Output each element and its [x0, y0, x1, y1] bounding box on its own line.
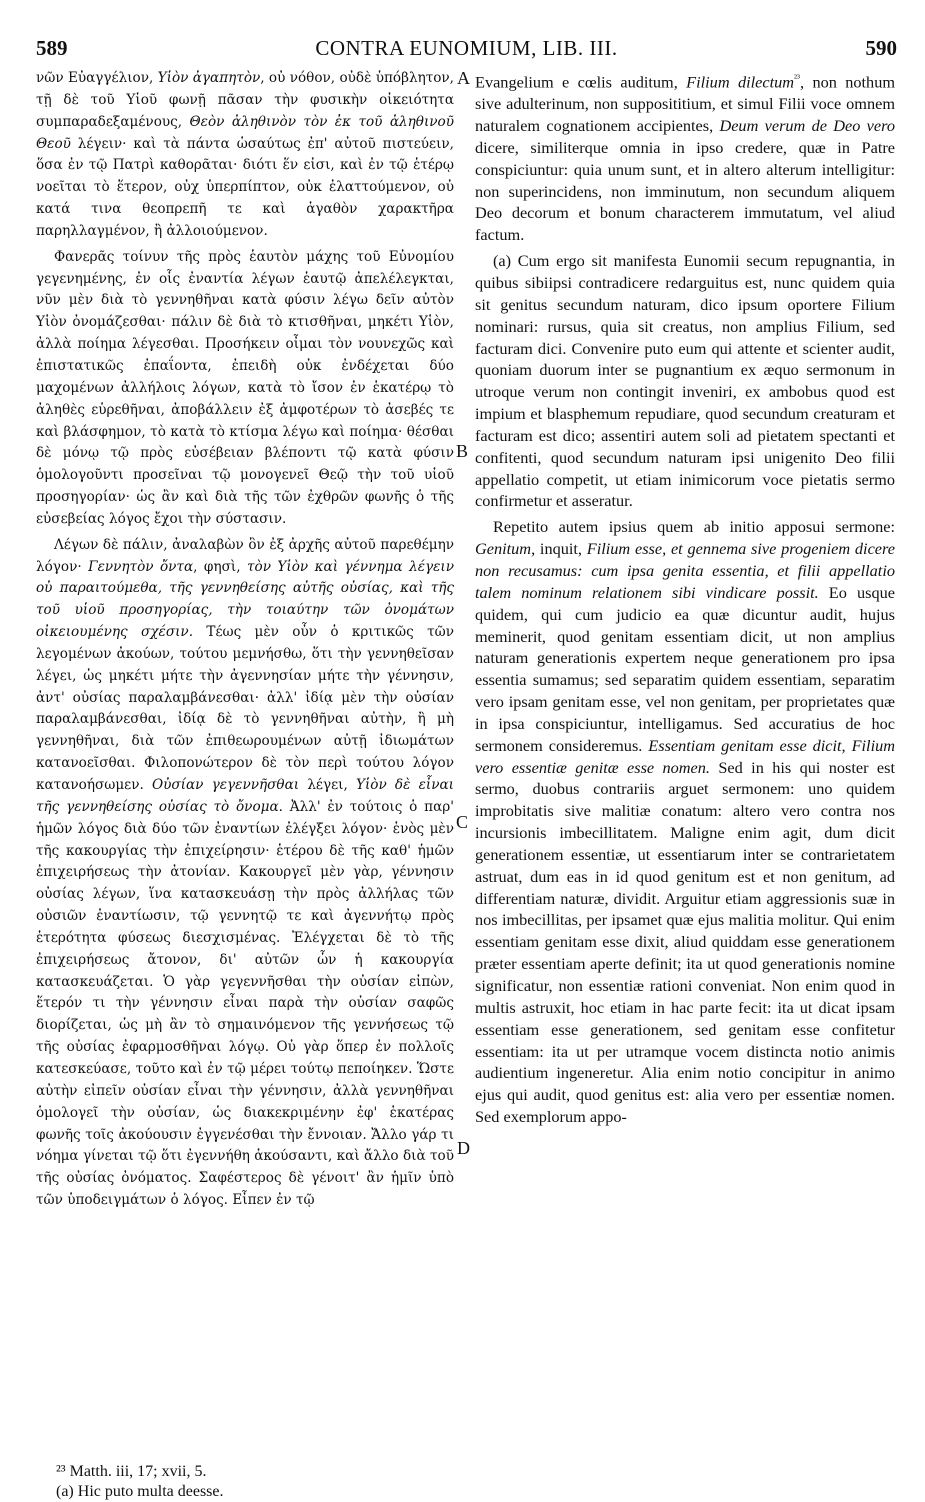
- greek-text: λέγειν· καὶ τὰ πάντα ὡσαύτως ἐπ' αὐτοῦ πιστεύειν, ὅσα ἐν τῷ Πατρὶ καθορᾶται· διότι ἕν εἰσι, καὶ ἐν τῷ ἑτέρῳ νοεῖται τὸ ἕτερον, οὐχ ὑπερπίπτον, οὐκ ἐλαττούμενον, οὐ κατά τινα θεοπρεπῆ τε καὶ ἀγαθὸν χαρακτῆρα παρηλλαγμένον, ἢ ἀλλοιούμενον.: [36, 135, 454, 239]
- greek-italic: Υἱὸν δὲ εἶναι τῆς γεννηθείσης οὐσίας τὸ ὄνομα.: [36, 777, 454, 815]
- greek-text: Λέγων δὲ πάλιν, ἀναλαβὼν ὃν ἐξ ἀρχῆς αὐτοῦ παρεθέμην λόγον·: [36, 536, 454, 575]
- greek-italic: τὸν Υἱὸν καὶ γέννημα λέγειν οὐ παραιτούμεθα, τῆς γεννηθείσης αὐτῆς οὐσίας, καὶ τῆς τοῦ υἱοῦ προσηγορίας, τὴν τοιαύτην τῶν ὀνομάτων οἰκειουμένης σχέσιν.: [36, 558, 454, 641]
- page-number-left: 589: [36, 36, 68, 60]
- margin-marker-b: B: [456, 441, 469, 461]
- latin-text: , non nothum sive adulterinum, non supposititium, et simul Filii voce omnem naturalem cognationem accipientes,: [475, 72, 895, 136]
- latin-italic: Deum verum de Deo vero: [719, 116, 895, 136]
- footnote-1: ²³ Matth. iii, 17; xvii, 5.: [56, 1463, 207, 1480]
- latin-text: , inquit,: [531, 539, 587, 559]
- latin-italic: Filium dilectum: [686, 72, 795, 92]
- running-title: CONTRA EUNOMIUM, LIB. III.: [315, 36, 618, 60]
- latin-italic: Essentiam genitam esse dicit, Filium vero essentiæ genitæ esse nomen.: [475, 735, 895, 777]
- latin-text: Eo usque quidem, qui cum judicio ea quæ dicuntur audit, hujus meminerit, quod genitam essentiam dicit, ut non amplius naturam generationis expertem neque generationem pro ipsa essentia sumamus; sed separatim quidem essentiam, separatim vero ipsam genitam esse, vel non genitam, per proprietates quæ in ipsa conspiciuntur, intelligamus. Sed accuratius de hoc sermonem consideremus.: [475, 582, 895, 755]
- footnotes: [56, 1462, 456, 1502]
- greek-italic: Γεννητὸν ὄντα: [88, 558, 194, 575]
- greek-text: Τέως μὲν οὖν ὁ κριτικῶς τῶν λεγομένων ἀκούων, τούτου μεμνήσθω, ὅτι τὴν γεννηθεῖσαν λέγει, ὡς μηκέτι μήτε τὴν ἀγεννησίαν μήτε τὴν γέννησιν, ἀντ' οὐσίας παραλαμβάνεσθαι· ἀλλ' ἰδίᾳ μὲν τὴν οὐσίαν παραλαμβάνεσθαι, ἰδίᾳ δὲ τὸ γεννηθῆναι αὐτὴν, ἢ μὴ γεννηθῆναι, διὰ τῶν ἐπιθεωρουμένων αὐτῇ ἰδιωμάτων κατανοεῖσθαι. Φιλοπονώτερον δὲ τὸν περὶ τούτου λόγον κατανοήσωμεν.: [36, 624, 454, 793]
- greek-paragraph-2: Φανερᾶς τοίνυν τῆς πρὸς ἑαυτὸν μάχης τοῦ Εὐνομίου γεγενημένης, ἐν οἷς ἐναντία λέγων ἑαυτῷ ἀπελέλεγκται, νῦν μὲν διὰ τὸ γεννηθῆναι κατὰ φύσιν λέγω δεῖν αὐτὸν Υἱὸν ὀνομάζεσθαι· πάλιν δὲ διὰ τὸ κτισθῆναι, μηκέτι Υἱὸν, ἀλλὰ ποίημα λέγεσθαι. Προσήκειν οἶμαι τὸν νουνεχῶς καὶ ἐπιστατικῶς ἐπαΐοντα, ἐπειδὴ οὐκ ἐνδέχεται δύο μαχομένων ἀλλήλοις λόγων, κατὰ τὸ ἴσον ἐν ἑκατέρῳ τὸ ἀληθὲς εὑρεθῆναι, ἀποβάλλειν ἐξ ἀμφοτέρων τὸ ἀσεβές τε καὶ βλάσφημον, τὸ κατὰ τὸ κτίσμα λέγω καὶ ποίημα· θέσθαι δὲ μόνῳ τῷ πρὸς εὐσέβειαν βλέποντι τῷ κατὰ φύσιν ὁμολογοῦντι προσεῖναι τῷ μονογενεῖ Θεῷ τὴν τοῦ υἱοῦ προσηγορίαν· ὡς ἂν καὶ διὰ τῆς τῶν ἐχθρῶν φωνῆς ὁ τῆς εὐσεβείας λόγος ἔχοι τὴν σύστασιν.: [36, 248, 454, 527]
- margin-marker-d: D: [457, 1138, 470, 1158]
- footnote-ref: ²³: [794, 73, 801, 84]
- greek-paragraph-3: [36, 535, 454, 1212]
- greek-text: , οὐ νόθον, οὐδὲ ὑπόβλητον, τῇ δὲ τοῦ Υἱοῦ φωνῇ πᾶσαν τὴν φυσικὴν οἰκειότητα συμπαραδεξαμένους,: [36, 70, 454, 130]
- margin-marker-c: C: [456, 812, 469, 832]
- latin-text: Sed in his qui noster est sermo, duobus contrariis arguet sermonem: uno quidem improbitatis sive malitiæ conatum: altero vero contra nos incursionis imbecillitatem. Maligne enim agit, dum dicit generationem essentiæ, ut essentiarum inter se contrarietatem astruat, dum eas in id quod genitum est et non genitum, ad differentiam naturæ, dividit. Arguitur etiam aggressionis suæ in nos imbecillitas, per ipsamet quæ ejus malitia molitur. Qui enim essentiam genitam esse dixit, aliud quiddam esse generationem præter essentiam aperte definit; ita ut quod generationis nomine significatur, non essentiæ rationi conveniat. Non enim quod in multis astruxit, hoc etiam in hac parte fecit: ita ut dicat ipsam essentiam esse generationem, sed genitam esse confitetur essentiam: ita ut per utramque vocem distincta notio animis audientium ingeneretur. Alia enim notio concipitur in animo ejus qui audit, quod genitus est: alia vero per essentiæ nomen. Sed exemplorum appo-: [475, 757, 895, 1127]
- greek-column: [36, 68, 454, 1216]
- latin-paragraph-2: (a) Cum ergo sit manifesta Eunomii secum repugnantia, in quibus sibiipsi contradicere redarguitus est, nunc quidem quia sit genitus secundum naturam, dico ipsum oportere Filium nominari: rursus, quia sit creatus, non amplius Filium, sed facturam dici. Convenire puto eum qui attente et scienter audit, quoniam duorum inter se pugnantium ex æquo sermonum in utroque verum non contingit inveniri, ex ambobus quod est impium et blasphemum repudiare, quod secundum creaturam et facturam est dico; assentiri autem soli ad pietatem spectanti et confitenti, quod secundum naturam ipsi unigenito Deo filii appellatio competit, ut etiam inimicorum voce pietatis sermo confirmetur et asseratur.: [475, 251, 895, 511]
- greek-paragraph-1: [36, 68, 454, 243]
- latin-paragraph-1: [475, 68, 895, 246]
- latin-text: Evangelium e cœlis auditum,: [475, 72, 687, 92]
- footnote-2: (a) Hic puto multa deesse.: [56, 1483, 224, 1500]
- greek-text: νῶν Εὐαγγέλιον,: [36, 70, 158, 86]
- latin-italic: Genitum: [475, 539, 532, 559]
- greek-italic: Θεὸν ἀληθινὸν τὸν ἐκ τοῦ ἀληθινοῦ Θεοῦ: [36, 113, 455, 152]
- greek-italic: Οὐσίαν γεγεννῆσθαι: [151, 777, 300, 793]
- latin-paragraph-3: [475, 516, 895, 1128]
- greek-text: λέγει,: [299, 777, 356, 793]
- greek-text: Ἀλλ' ἐν τούτοις ὁ παρ' ἡμῶν λόγος διὰ δύο τῶν ἐναντίων ἐλέγξει λόγον· ἑνὸς μὲν τῆς κακουργίας τὴν ἐπιχείρησιν· ἑτέρου δὲ τῆς καθ' ἡμῶν ἐπιχειρήσεως τὴν ἀτονίαν. Κακουργεῖ μὲν γὰρ, γέννησιν οὐσίας λέγων, ἵνα κατασκευάσῃ τὴν πρὸς ἀλλήλας τῶν οὐσιῶν ἐναντίωσιν, τῷ γεννητῷ τε καὶ ἀγεννήτῳ πρὸς ἑτερότητα φύσεως διεσχισμένας. Ἐλέγχεται δὲ τὸ τῆς ἐπιχειρήσεως ἄτονον, δι' αὐτῶν ὧν ἡ κακουργία κατασκευάζεται. Ὁ γὰρ γεγεννῆσθαι τὴν οὐσίαν εἰπὼν, ἕτερόν τι τὴν γέννησιν εἶναι παρὰ τὴν οὐσίαν σαφῶς διορίζεται, ὡς μὴ ἂν τὸ σημαινόμενον τῆς γεννήσεως τῷ τῆς οὐσίας ἐφαρμοσθῆναι λόγῳ. Οὐ γὰρ ὅπερ ἐν πολλοῖς κατεσκεύασε, τοῦτο καὶ ἐν τῷ μέρει τούτῳ πεποίηκεν. Ὥστε αὐτὴν εἰπεῖν οὐσίαν εἶναι τὴν γέννησιν, ἀλλὰ γεννηθῆναι ὁμολογεῖ τὴν οὐσίαν, ὡς διακεκριμένην ἐφ' ἑκατέρας φωνῆς τοῖς ἀκούουσιν ἐγγενέσθαι τὴν ἔννοιαν. Ἄλλο γάρ τι νόημα γίνεται τῷ ὅτι ἐγεννήθη ἀκούσαντι, καὶ ἄλλο διὰ τοῦ τῆς οὐσίας ὀνόματος. Σαφέστερος δὲ γένοιτ' ἂν ἡμῖν ὑπὸ τῶν ὑποδειγμάτων ὁ λόγος. Εἶπεν ἐν τῷ: [36, 798, 454, 1209]
- latin-italic: Filium esse, et gennema sive progeniem dicere non recusamus: cum ipsa genita essentia, et filii appellatio talem nominum relationem sibi vindicare possit.: [475, 539, 895, 602]
- greek-text: , φησὶ,: [193, 558, 247, 575]
- latin-text: dicere, similiterque omnia in ipso credere, quæ in Patre conspiciuntur: quia unum sunt, et in altero alterum intelligitur: non superincidens, non imminutum, non secundum aliquem Deo decorum et bonum characterem immutatum, vel aliud factum.: [475, 137, 895, 245]
- margin-marker-a: A: [457, 68, 470, 88]
- latin-column: [475, 68, 895, 1132]
- running-head: [36, 36, 897, 64]
- latin-text: Repetito autem ipsius quem ab initio apposui sermone:: [493, 517, 895, 537]
- page-number-right: 590: [865, 36, 897, 60]
- greek-italic: Υἱὸν ἀγαπητὸν: [157, 70, 261, 86]
